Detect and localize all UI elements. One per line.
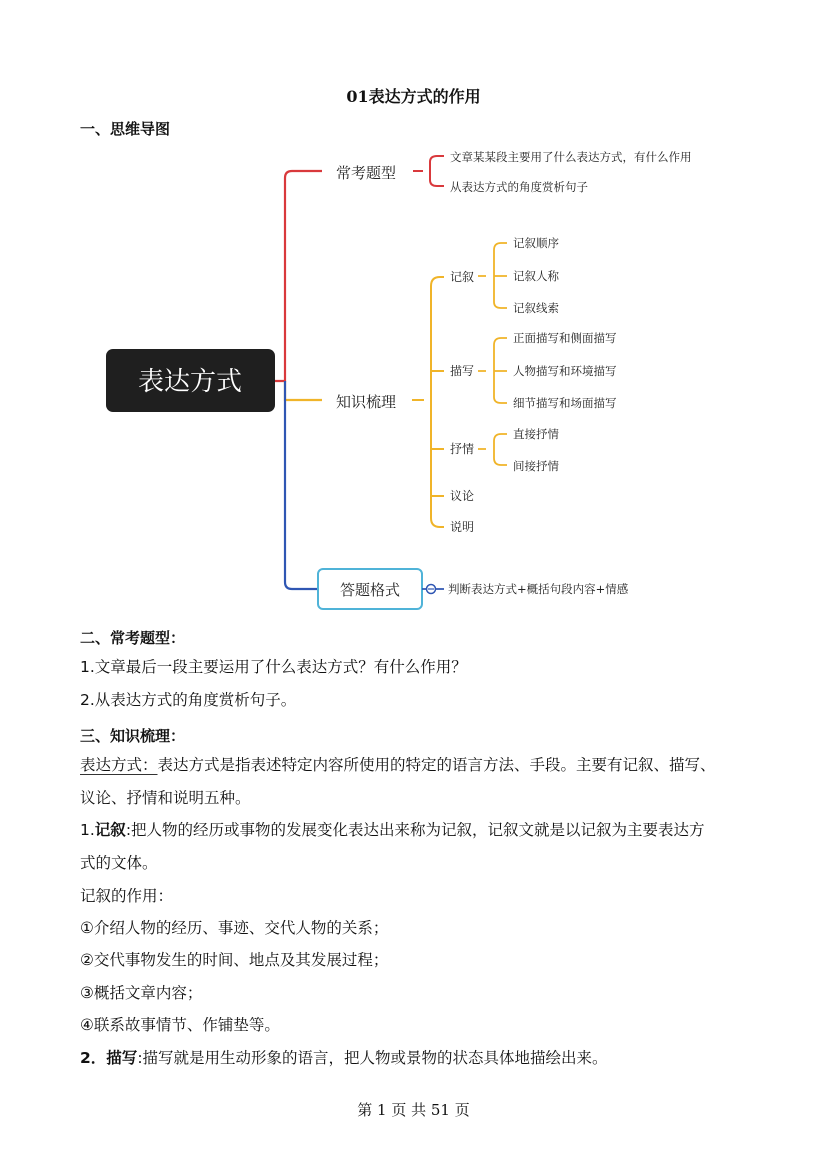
- jixu-function-3: ③概括文章内容；: [80, 984, 203, 1002]
- page-footer: 第 1 页 共 51 页: [357, 1101, 470, 1119]
- shuqing-bracket: [478, 434, 507, 465]
- miaoxie-item-1: 正面描写和侧面描写: [513, 331, 617, 345]
- branch-changkao-label: 常考题型: [336, 164, 397, 182]
- definition-term: 表达方式：: [80, 756, 158, 774]
- jixu-function-title: 记叙的作用：: [80, 887, 174, 905]
- node-shuqing: 抒情: [450, 442, 475, 456]
- branch-connector-blue: [285, 381, 318, 589]
- branch-dati-label: 答题格式: [339, 581, 401, 599]
- jixu-bracket: [478, 243, 507, 308]
- jixu-paragraph-line-1: [80, 823, 705, 839]
- branch-zhishi-label: 知识梳理: [336, 393, 397, 411]
- mindmap-root-label: 表达方式: [137, 367, 243, 397]
- miaoxie-number: 2．: [80, 1049, 107, 1067]
- jixu-item-1: 记叙顺序: [513, 236, 559, 250]
- jixu-function-2: ②交代事物发生的时间、地点及其发展过程；: [80, 951, 389, 969]
- zhishi-bracket: [431, 277, 444, 527]
- jixu-function-1: ①介绍人物的经历、事迹、交代人物的关系；: [80, 919, 389, 937]
- miaoxie-item-2: 人物描写和环境描写: [513, 364, 617, 378]
- miaoxie-text: :描写就是用生动形象的语言，把人物或景物的状态具体地描绘出来。: [137, 1049, 608, 1067]
- jixu-item-3: 记叙线索: [513, 301, 559, 315]
- branch-connector-red: [275, 171, 322, 381]
- question-1: 1.文章最后一段主要运用了什么表达方式？有什么作用？: [80, 658, 467, 676]
- question-2: 2.从表达方式的角度赏析句子。: [80, 691, 297, 709]
- definition-text-1: 表达方式是指表述特定内容所使用的特定的语言方法、手段。主要有记叙、描写、: [157, 756, 716, 774]
- node-yilun: 议论: [450, 489, 475, 503]
- section-heading-changkao: 二、常考题型：: [80, 629, 186, 647]
- changkao-item-2: 从表达方式的角度赏析句子: [450, 180, 588, 194]
- jixu-text-1: :把人物的经历或事物的发展变化表达出来称为记叙，记叙文就是以记叙为主要表达方: [125, 821, 705, 839]
- node-miaoxie: 描写: [450, 364, 475, 378]
- shuqing-item-2: 间接抒情: [513, 459, 559, 473]
- miaoxie-item-3: 细节描写和场面描写: [513, 396, 617, 410]
- jixu-number: 1.: [80, 821, 95, 839]
- branch-connector-yellow: [285, 381, 322, 400]
- jixu-term: 记叙: [94, 821, 126, 839]
- node-jixu: 记叙: [450, 270, 475, 284]
- jixu-item-2: 记叙人称: [513, 269, 559, 283]
- section-heading-mindmap: 一、思维导图: [80, 120, 171, 138]
- jixu-function-4: ④联系故事情节、作铺垫等。: [80, 1016, 280, 1034]
- shuqing-item-1: 直接抒情: [513, 427, 559, 441]
- miaoxie-term: 描写: [106, 1049, 138, 1067]
- page-title: 01表达方式的作用: [346, 87, 481, 106]
- node-shuoming: 说明: [450, 520, 475, 534]
- miaoxie-paragraph: [80, 1051, 608, 1067]
- dati-item: 判断表达方式+概括句段内容+情感: [448, 582, 629, 596]
- definition-line-2: 议论、抒情和说明五种。: [80, 789, 251, 807]
- miaoxie-bracket: [478, 338, 507, 403]
- jixu-paragraph-line-2: 式的文体。: [80, 854, 158, 872]
- changkao-item-1: 文章某某段主要用了什么表达方式，有什么作用: [450, 150, 692, 164]
- section-heading-zhishi: 三、知识梳理：: [80, 727, 186, 745]
- definition-line-1: [80, 758, 716, 774]
- changkao-bracket: [413, 156, 444, 186]
